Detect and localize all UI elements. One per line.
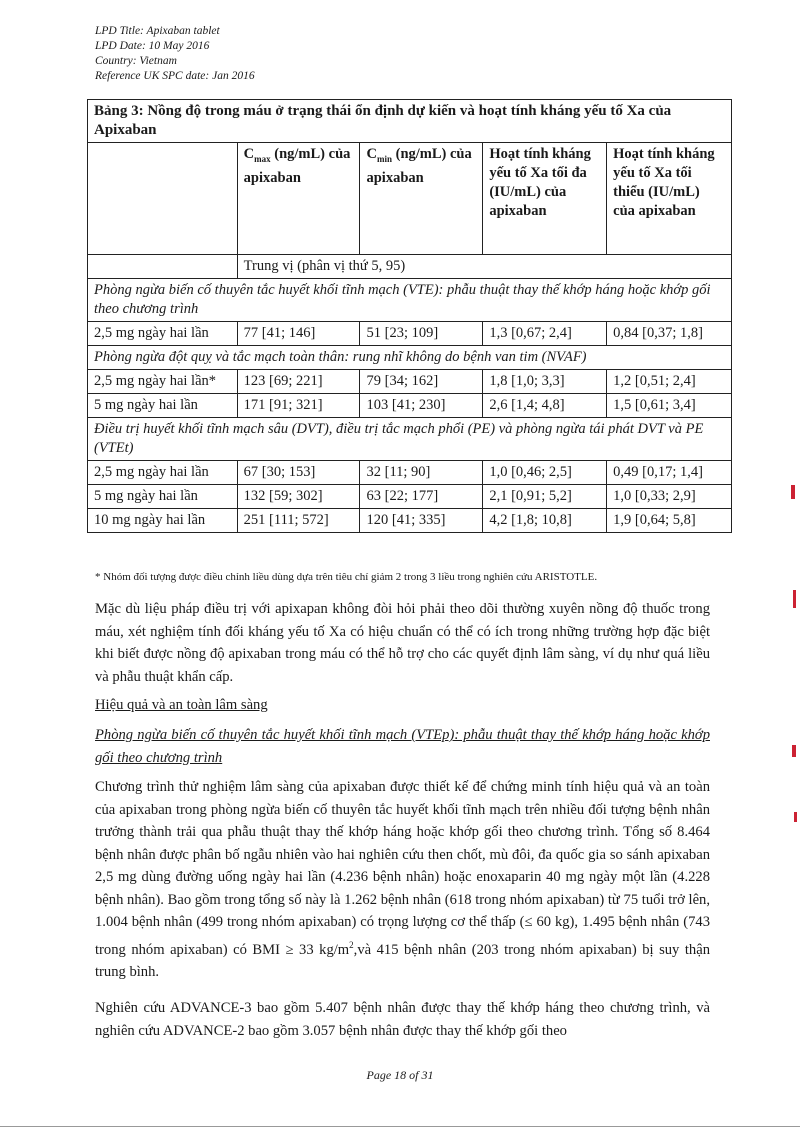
bottom-rule xyxy=(0,1126,800,1127)
value-cell: 1,0 [0,46; 2,5] xyxy=(483,461,607,485)
value-cell: 79 [34; 162] xyxy=(360,370,483,394)
table-row xyxy=(88,509,732,533)
table-row xyxy=(88,394,732,418)
value-cell: 1,0 [0,33; 2,9] xyxy=(607,485,732,509)
header-line: Country: Vietnam xyxy=(95,55,177,67)
dose-cell: 2,5 mg ngày hai lần xyxy=(88,322,238,346)
paragraph-monitoring: Mặc dù liệu pháp điều trị với apixapan không đòi hỏi phải theo dõi thường xuyên nồng độ thuốc trong máu, xét nghiệm tính đối kháng yếu tố Xa có hiệu chuẩn có thể có ích trong những trường hợp đặc biệt khi biết được nồng độ apixaban trong máu có thể hỗ trợ cho các quyết định lâm sàng, ví dụ như quá liều và phẫu thuật khẩn cấp. xyxy=(95,601,710,685)
margin-stamp-mark xyxy=(791,485,795,499)
table-title: Bảng 3: Nồng độ trong máu ở trạng thái ổn định dự kiến và hoạt tính kháng yếu tố Xa của Apixaban xyxy=(88,100,732,143)
document-header xyxy=(95,24,255,84)
value-cell: 2,1 [0,91; 5,2] xyxy=(483,485,607,509)
value-cell: 67 [30; 153] xyxy=(237,461,360,485)
value-cell: 120 [41; 335] xyxy=(360,509,483,533)
table-row xyxy=(88,370,732,394)
value-cell: 1,9 [0,64; 5,8] xyxy=(607,509,732,533)
value-cell: 123 [69; 221] xyxy=(237,370,360,394)
page-number: Page 18 of 31 xyxy=(366,1068,434,1082)
margin-stamp-mark xyxy=(792,745,796,757)
col-header-cmin: $C_{min}$ (ng/mL) của apixaban xyxy=(360,143,483,255)
header-line: LPD Date: 10 May 2016 xyxy=(95,40,210,52)
col-header-cmax: $C_{max}$ (ng/mL) của apixaban xyxy=(237,143,360,255)
section-heading: Hiệu quả và an toàn lâm sàng xyxy=(95,697,268,713)
dose-cell: 5 mg ngày hai lần xyxy=(88,394,238,418)
col-header-antixa-min: Hoạt tính kháng yếu tố Xa tối thiểu (IU/mL) của apixaban xyxy=(607,143,732,255)
table-row xyxy=(88,461,732,485)
paragraph-trial-program: Chương trình thử nghiệm lâm sàng của apixaban được thiết kế để chứng minh tính hiệu quả và an toàn của apixaban trong phòng ngừa biến cố thuyên tắc huyết khối tĩnh mạch trên nhiều đối tượng bệnh nhân trưởng thành trải qua phẫu thuật thay thế khớp háng hoặc khớp gối theo chương trình. Tổng số 8.464 bệnh nhân được phân bố ngẫu nhiên vào hai nghiên cứu then chốt, mù đôi, đa quốc gia so sánh apixaban 2,5 mg dùng đường uống ngày hai lần (4.236 bệnh nhân) hoặc enoxaparin 40 mg ngày một lần (4.228 bệnh nhân). Bao gồm trong tổng số này là 1.262 bệnh nhân (618 trong nhóm apixaban) từ 75 tuổi trở lên, 1.004 bệnh nhân (499 trong nhóm apixaban) có trọng lượng cơ thể thấp (≤ 60 kg), 1.495 bệnh nhân (743 trong nhóm apixaban) có BMI ≥ 33 $kg/m^2,và$ 415 bệnh nhân (203 trong nhóm apixaban) bị suy thận trung bình. xyxy=(95,779,710,980)
header-line: LPD Title: Apixaban tablet xyxy=(95,25,220,37)
section-title: Phòng ngừa đột quỵ và tắc mạch toàn thân: rung nhĩ không do bệnh van tim (NVAF) xyxy=(88,346,732,370)
header-line: Reference UK SPC date: Jan 2016 xyxy=(95,70,255,82)
value-cell: 77 [41; 146] xyxy=(237,322,360,346)
subsection-heading: Phòng ngừa biến cố thuyên tắc huyết khối tĩnh mạch (VTEp): phẫu thuật thay thế khớp háng hoặc khớp gối theo chương trình xyxy=(95,727,710,766)
section-title: Điều trị huyết khối tĩnh mạch sâu (DVT), điều trị tắc mạch phổi (PE) và phòng ngừa tái phát DVT và PE (VTEt) xyxy=(88,418,732,461)
value-cell: 1,5 [0,61; 3,4] xyxy=(607,394,732,418)
value-cell: 32 [11; 90] xyxy=(360,461,483,485)
value-cell: 1,2 [0,51; 2,4] xyxy=(607,370,732,394)
value-cell: 0,49 [0,17; 1,4] xyxy=(607,461,732,485)
value-cell: 1,3 [0,67; 2,4] xyxy=(483,322,607,346)
value-cell: 132 [59; 302] xyxy=(237,485,360,509)
value-cell: 51 [23; 109] xyxy=(360,322,483,346)
dose-cell: 10 mg ngày hai lần xyxy=(88,509,238,533)
dose-cell: 2,5 mg ngày hai lần* xyxy=(88,370,238,394)
table-row xyxy=(88,485,732,509)
value-cell: 63 [22; 177] xyxy=(360,485,483,509)
value-cell: 0,84 [0,37; 1,8] xyxy=(607,322,732,346)
margin-stamp-mark xyxy=(793,590,796,608)
margin-stamp-mark xyxy=(794,812,797,822)
value-cell: 1,8 [1,0; 3,3] xyxy=(483,370,607,394)
median-empty-cell xyxy=(88,255,238,279)
header-empty-cell xyxy=(88,143,238,255)
dose-cell: 2,5 mg ngày hai lần xyxy=(88,461,238,485)
value-cell: 103 [41; 230] xyxy=(360,394,483,418)
value-cell: 171 [91; 321] xyxy=(237,394,360,418)
table-row xyxy=(88,322,732,346)
value-cell: 2,6 [1,4; 4,8] xyxy=(483,394,607,418)
median-label: Trung vị (phân vị thứ 5, 95) xyxy=(237,255,731,279)
dose-cell: 5 mg ngày hai lần xyxy=(88,485,238,509)
value-cell: 4,2 [1,8; 10,8] xyxy=(483,509,607,533)
paragraph-advance: Nghiên cứu ADVANCE-3 bao gồm 5.407 bệnh nhân được thay thế khớp háng theo chương trình, và nghiên cứu ADVANCE-2 bao gồm 3.057 bệnh nhân được thay thế khớp gối theo xyxy=(95,1000,710,1039)
value-cell: 251 [111; 572] xyxy=(237,509,360,533)
table-footnote: * Nhóm đối tượng được điều chỉnh liều dùng dựa trên tiêu chí giảm 2 trong 3 liều trong nghiên cứu ARISTOTLE. xyxy=(95,571,598,583)
section-title: Phòng ngừa biến cố thuyên tắc huyết khối tĩnh mạch (VTE): phẫu thuật thay thế khớp háng hoặc khớp gối theo chương trình xyxy=(88,279,732,322)
col-header-antixa-max: Hoạt tính kháng yếu tố Xa tối đa (IU/mL) của apixaban xyxy=(483,143,607,255)
pk-table xyxy=(87,99,732,533)
